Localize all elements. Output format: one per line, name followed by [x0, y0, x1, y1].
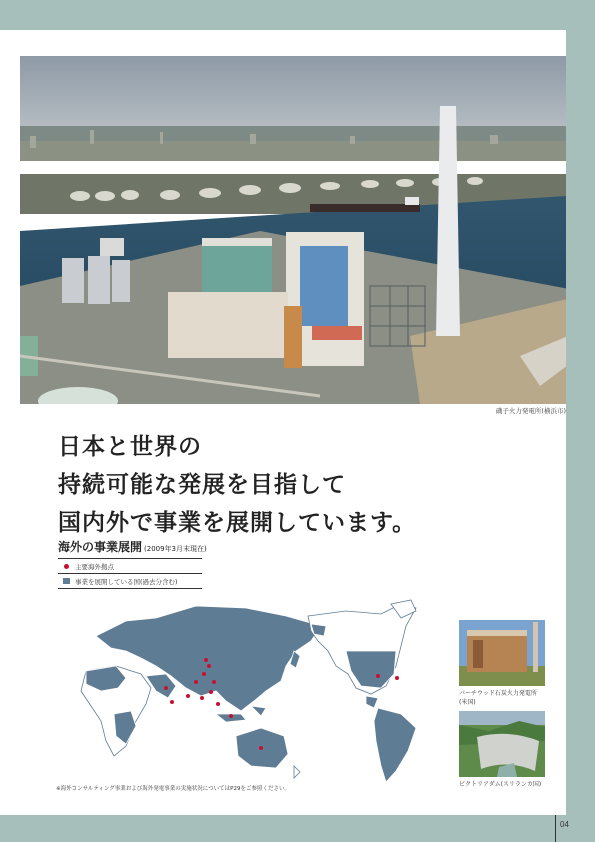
page-number: 04	[560, 820, 569, 829]
headline	[58, 428, 416, 542]
legend-countries-label: 事業を展開している国(過去分含む)	[75, 577, 178, 586]
birchwood-caption-line-1: バーチウッド石炭火力発電所	[459, 690, 537, 697]
blue-square-icon	[63, 578, 70, 584]
headline-line-1: 日本と世界の	[58, 433, 202, 460]
right-color-band	[566, 0, 595, 842]
main-photo-caption: 磯子火力発電所(横浜市)	[495, 407, 566, 415]
headline-line-2: 持続可能な発展を目指して	[58, 471, 346, 498]
legend-row-countries	[58, 574, 202, 589]
section-title	[58, 538, 207, 555]
footnote: ※海外コンサルティング事業および海外発電事業の実施状況についてはP29をご参照ください。	[56, 786, 290, 792]
victoria-dam-caption: ビクトリアダム(スリランカ国)	[459, 781, 542, 788]
section-date-note: (2009年3月末現在)	[144, 545, 207, 553]
birchwood-caption-line-2: (米国)	[459, 699, 476, 706]
legend-row-bases	[58, 558, 202, 574]
bottom-color-band	[0, 815, 595, 842]
red-dot-icon	[64, 564, 69, 569]
birchwood-caption	[459, 689, 559, 707]
legend-bases-label: 主要海外拠点	[75, 562, 114, 571]
section-title-text: 海外の事業展開	[58, 540, 143, 554]
world-map	[56, 596, 452, 786]
victoria-dam-photo	[459, 711, 545, 777]
headline-line-3: 国内外で事業を展開しています。	[58, 509, 417, 536]
map-legend	[58, 558, 202, 589]
birchwood-power-plant-photo	[459, 620, 545, 686]
power-plant-aerial-photo	[20, 56, 566, 404]
top-color-band	[0, 0, 595, 30]
map-south-america	[374, 708, 416, 782]
page-number-rule	[555, 815, 556, 842]
